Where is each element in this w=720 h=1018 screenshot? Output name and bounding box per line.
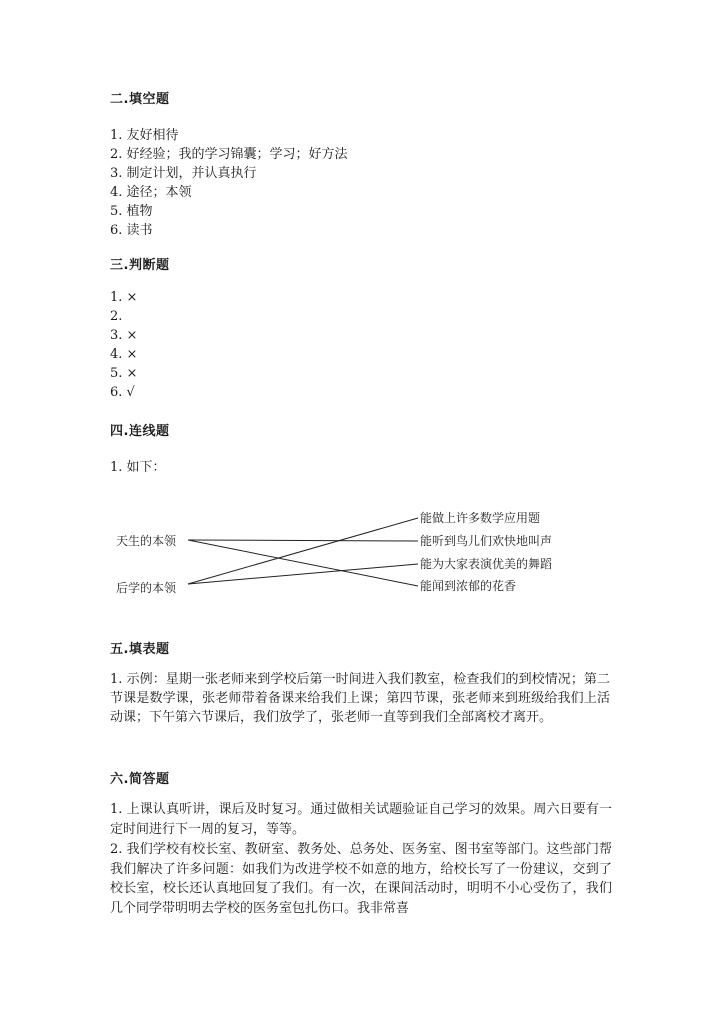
right-item-fragrance: 能闻到浓郁的花香 [420, 579, 517, 593]
s2-answer-3: 3. 制定计划，并认真执行 [110, 166, 257, 181]
s5-answer-text: 1. 示例：星期一张老师来到学校后第一时间进入我们教室，检查我们的到校情况；第二节课是数学课，张老师带着备课来给我们上课；第四节课，张老师来到班级给我们上活动课；下午第六节课后，我们放学了，张老师一直等到我们全部离校才离开。 [110, 672, 610, 725]
s3-answer-1: 1. × [110, 290, 138, 305]
s4-intro: 1. 如下： [110, 460, 166, 475]
s6-answer-1: 1. 上课认真听讲，课后及时复习。通过做相关试题验证自己学习的效果。周六日要有一定时间进行下一周的复习，等等。 [110, 802, 612, 837]
s2-answer-5: 5. 植物 [110, 204, 153, 219]
right-item-math: 能做上许多数学应用题 [420, 511, 541, 525]
left-item-learned: 后学的本领 [116, 581, 177, 595]
matching-diagram [100, 500, 580, 610]
section-2-heading: 二.填空题 [110, 92, 170, 107]
s3-answer-5: 5. × [110, 366, 138, 381]
s2-answer-2: 2. 好经验；我的学习锦囊；学习；好方法 [110, 147, 348, 162]
section-5-heading: 五.填表题 [110, 642, 170, 657]
s2-answer-4: 4. 途径；本领 [110, 185, 192, 200]
link-innate-birds [188, 540, 418, 541]
s3-answer-2: 2. [110, 309, 123, 324]
right-item-birds: 能听到鸟儿们欢快地叫声 [420, 534, 553, 548]
s6-answer-2: 2. 我们学校有校长室、教研室、教务处、总务处、医务室、图书室等部门。这些部门帮我们解决了许多问题：如我们为改进学校不如意的地方，给校长写了一份建议，交到了校长室，校长还认真地回复了我们。有一次，在课间活动时，明明不小心受伤了，我们几个同学带明明去学校的医务室包扎伤口。我非常喜 [110, 842, 612, 916]
section-4-heading: 四.连线题 [110, 424, 170, 439]
left-item-innate: 天生的本领 [116, 534, 177, 548]
s2-answer-6: 6. 读书 [110, 223, 153, 238]
section-3-heading: 三.判断题 [110, 258, 170, 273]
s3-answer-6: 6. √ [110, 385, 135, 400]
s3-answer-4: 4. × [110, 347, 138, 362]
s3-answer-3: 3. × [110, 328, 138, 343]
section-6-heading: 六.简答题 [110, 772, 170, 787]
link-innate-fragrance [188, 540, 418, 586]
right-item-dance: 能为大家表演优美的舞蹈 [420, 557, 553, 571]
s2-answer-1: 1. 友好相待 [110, 128, 179, 143]
